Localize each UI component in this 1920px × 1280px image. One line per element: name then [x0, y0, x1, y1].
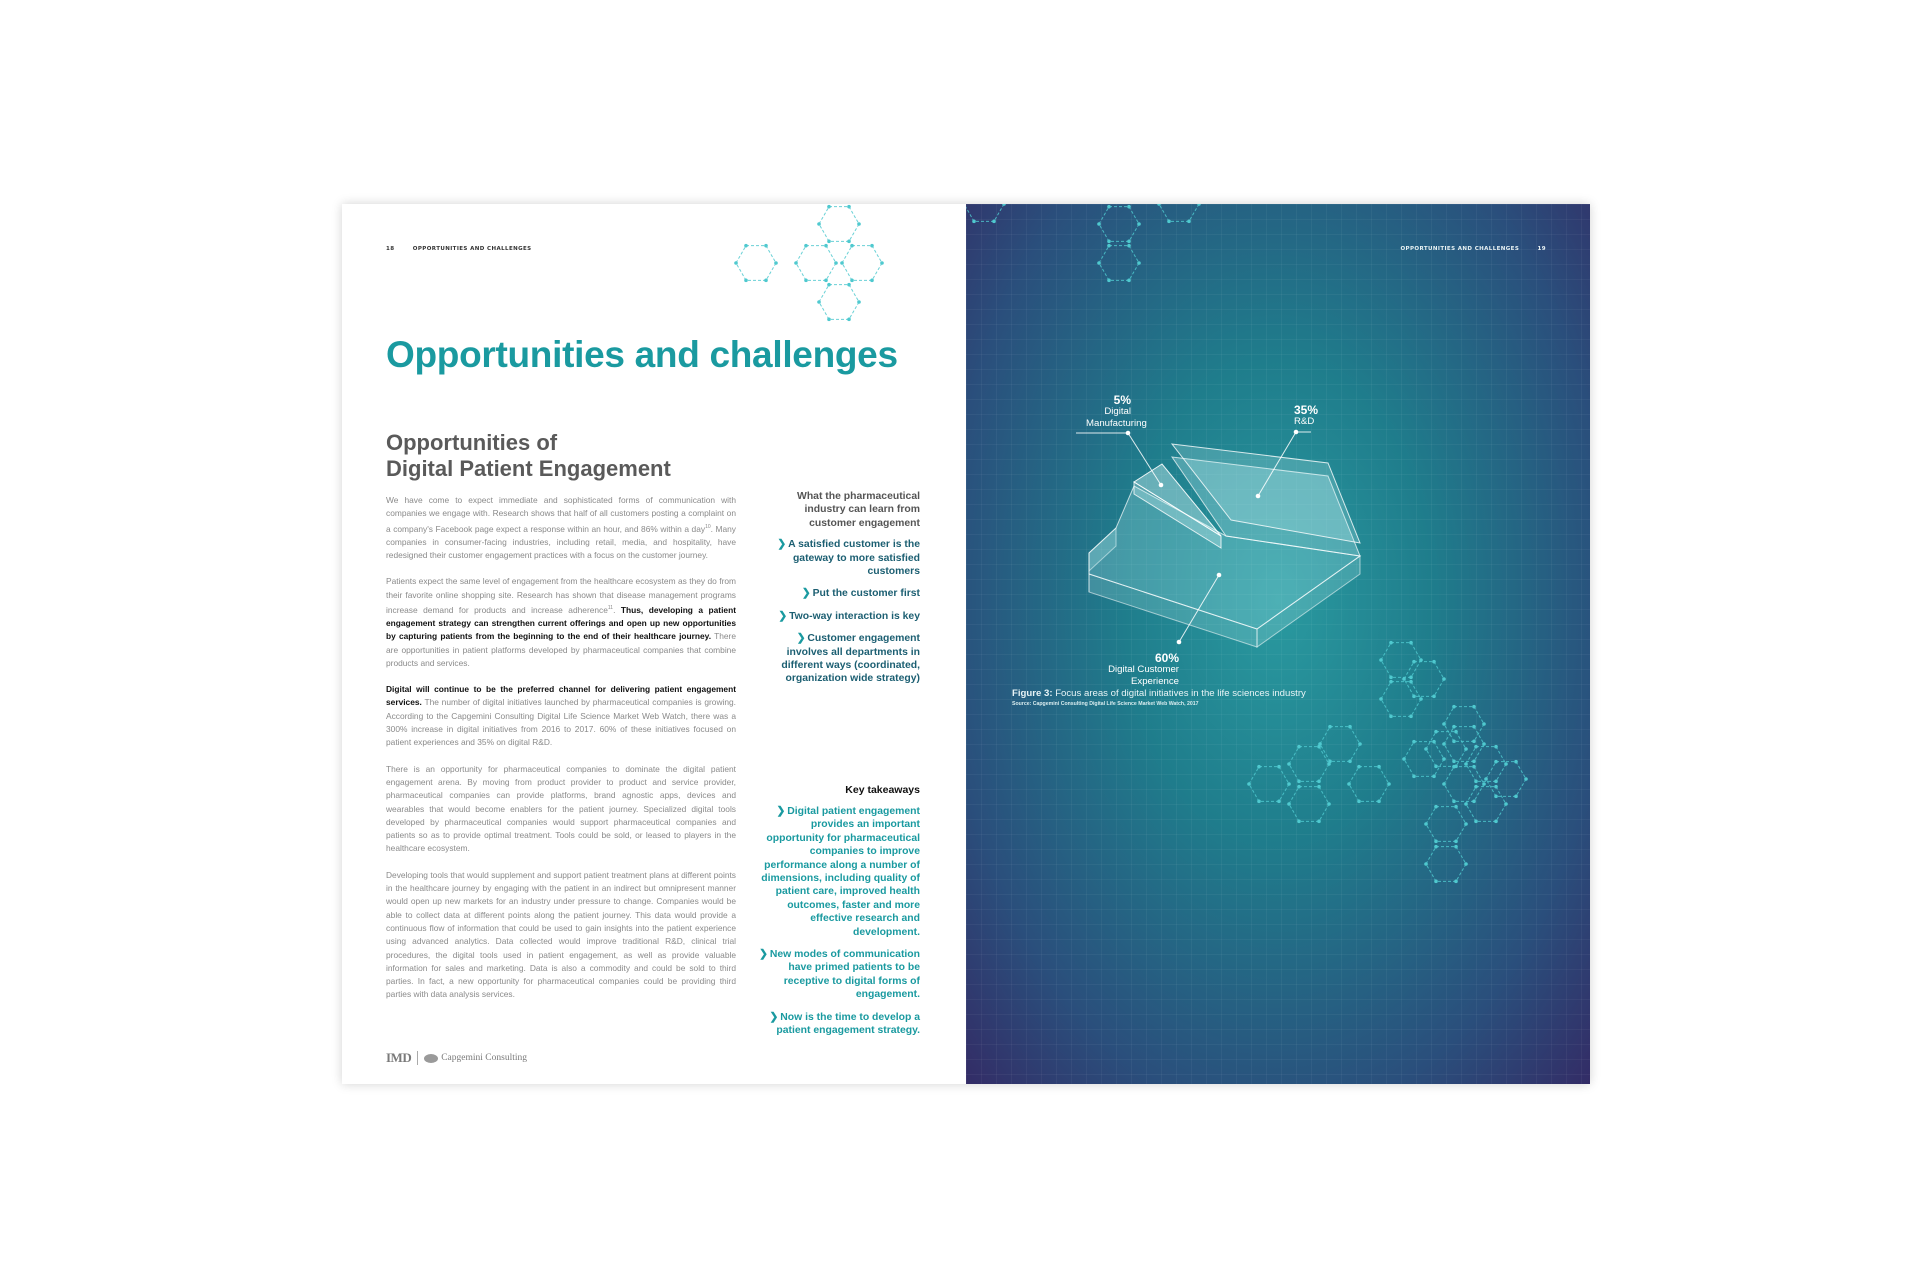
- leader-anchor-rnd: [1256, 494, 1261, 499]
- sidebar-item: ❯ Put the customer first: [801, 588, 920, 600]
- figure-caption-text: Focus areas of digital initiatives in the life sciences industry: [1055, 688, 1306, 699]
- leader-dot-customer-experience: [1177, 640, 1182, 645]
- chevron-right-icon: ❯: [769, 1011, 779, 1023]
- sidebar-item: ❯ A satisfied customer is the gateway to more satisfied customers: [777, 539, 920, 578]
- chevron-right-icon: ❯: [796, 633, 806, 645]
- slice-name-line: Digital: [1104, 406, 1131, 417]
- logo-divider: [417, 1051, 418, 1065]
- hexagon-node: [840, 244, 884, 282]
- subtitle-line-1: Opportunities of: [386, 430, 558, 455]
- figure-caption: [1012, 688, 1306, 699]
- chevron-right-icon: ❯: [759, 949, 768, 961]
- slice-percent: 60%: [1154, 651, 1179, 665]
- hexagon-node: [794, 244, 838, 282]
- body-text-run: .: [613, 604, 621, 615]
- slice-name-line: Experience: [1131, 676, 1179, 687]
- figure-source: Source: Capgemini Consulting Digital Life Science Market Web Watch, 2017: [1012, 701, 1199, 707]
- body-paragraph: [386, 494, 736, 562]
- magazine-spread: [342, 204, 1590, 1084]
- body-text-run: Digital will continue to be the preferred channel for delivering patient engagement services.: [386, 684, 736, 708]
- capgemini-spade-icon: [424, 1054, 438, 1063]
- sidebar-item: ❯ Two-way interaction is key: [778, 610, 920, 622]
- body-paragraph: [386, 763, 736, 856]
- learnings-sidebar: [772, 490, 920, 695]
- leader-anchor-customer-experience: [1217, 573, 1222, 578]
- body-text-run: Patients expect the same level of engagement from the healthcare ecosystem as they do from their favorite online shopping site. Research has shown that disease management programs increase demand for products and increase adherence: [386, 576, 736, 615]
- body-text-run: There is an opportunity for pharmaceutical companies to dominate the digital patient engagement arena. By moving from product provider to product and service provider, pharmaceutical companies can provide platforms, brand agnostic apps, devices and wearables that would become enablers for the patient journey. Specialized digital tools developed by pharmaceutical companies would support pharmaceutical companies and patients so as to provide optimal treatment. Tools could be sold, or leased to players in the healthcare ecosystem.: [386, 763, 736, 854]
- slice-label-manufacturing: [1086, 393, 1147, 430]
- slice-label-customer-experience: [1094, 652, 1179, 688]
- chevron-right-icon: ❯: [778, 610, 788, 622]
- leader-anchor-manufacturing: [1159, 483, 1164, 488]
- footer-logos: [386, 1050, 527, 1066]
- key-takeaway-item: ❯ New modes of communication have primed patients to be receptive to digital forms of engagement.: [759, 949, 920, 1001]
- running-header-text-left: OPPORTUNITIES AND CHALLENGES: [412, 246, 532, 252]
- key-takeaways-list: [752, 805, 920, 1047]
- hexagon-node: [817, 205, 861, 243]
- body-paragraph: [386, 869, 736, 1002]
- right-page: [966, 204, 1590, 1084]
- section-subtitle: [386, 430, 671, 482]
- key-takeaway-item: ❯ Now is the time to develop a patient engagement strategy.: [769, 1011, 920, 1037]
- left-page: [342, 204, 966, 1084]
- slice-name-line: R&D: [1294, 416, 1315, 427]
- body-text-run: The number of digital initiatives launched by pharmaceutical companies is growing. According to the Capgemini Consulting Digital Life Science Market Web Watch, there was a 300% increase in digital initiatives from 2016 to 2017. 60% of these initiatives focused on patient experiences and 35% on digital R&D.: [386, 697, 736, 748]
- page-number-right: 19: [1537, 246, 1546, 252]
- key-takeaway-item: ❯ Digital patient engagement provides an important opportunity for pharmaceutical companies to improve performance along a number of dimensions, including quality of patient care, improved health outcomes, faster and more effective research and development.: [761, 806, 920, 938]
- slice-name-line: Digital Customer: [1108, 664, 1179, 675]
- body-text-run: . Many companies in consumer-facing industries, including retail, media, and hospitality, have redesigned their customer engagement practices with a focus on the customer journey.: [386, 523, 736, 560]
- page-number-left: 18: [386, 246, 395, 252]
- subtitle-line-2: Digital Patient Engagement: [386, 456, 671, 481]
- hexagon-node: [734, 244, 778, 282]
- hexagon-node: [817, 283, 861, 321]
- body-text-run: We have come to expect immediate and sophisticated forms of communication with companies we engage with. Research shows that half of all customers posting a complaint on a company's Facebook page expect a response within an hour, and 86% within a day: [386, 495, 736, 534]
- sidebar-item: ❯ Customer engagement involves all departments in different ways (coordinated, organization wide strategy): [781, 633, 920, 685]
- slice-label-rnd: [1294, 404, 1354, 428]
- slice-percent: 5%: [1113, 393, 1131, 407]
- chevron-right-icon: ❯: [801, 588, 811, 600]
- body-paragraph: [386, 683, 736, 749]
- figure-label: Figure 3:: [1012, 688, 1053, 699]
- key-takeaways-heading: Key takeaways: [845, 784, 920, 796]
- leader-dot-rnd: [1294, 430, 1299, 435]
- capgemini-logo: Capgemini Consulting: [441, 1053, 527, 1063]
- body-text-column: [386, 494, 736, 1015]
- leader-dot-manufacturing: [1126, 431, 1131, 436]
- body-text-run: Thus, developing a patient engagement strategy can strengthen current offerings and open up new opportunities by capturing patients from the beginning to the end of their healthcare journey.: [386, 604, 736, 642]
- page-title: Opportunities and challenges: [386, 334, 898, 375]
- focus-areas-chart: [966, 204, 1590, 1084]
- body-text-run: There are opportunities in patient platforms developed by pharmaceutical companies that combine products and services.: [386, 631, 736, 668]
- footnote-ref: 11: [607, 604, 614, 611]
- footnote-ref: 10: [705, 523, 711, 530]
- body-text-run: Developing tools that would supplement and support patient treatment plans at different points in the healthcare journey by engaging with the patient in an indirect but omnipresent manner would open up new markets for an industry under pressure to change. Companies would be able to collect data at different points along the patient journey. This data would provide a continuous flow of information that could be used to gain insights into the patient experience using advanced analytics. Data collected would improve traditional R&D, clinical trial procedures, the digital tools used in patient engagement, as well as provide valuable information for sales and marketing. Data is also a commodity and could be sold to third parties. In fact, a new opportunity for pharmaceutical companies could be providing third parties with data analysis services.: [386, 869, 736, 1000]
- running-header-text-right: OPPORTUNITIES AND CHALLENGES: [1400, 246, 1520, 252]
- slice-percent: 35%: [1294, 403, 1319, 417]
- chevron-right-icon: ❯: [777, 539, 787, 551]
- chevron-right-icon: ❯: [776, 806, 786, 817]
- slice-name-line: Manufacturing: [1086, 418, 1147, 429]
- imd-logo: IMD: [386, 1050, 412, 1065]
- body-paragraph: [386, 575, 736, 670]
- sidebar-question: What the pharmaceutical industry can learn from customer engagement: [797, 491, 920, 529]
